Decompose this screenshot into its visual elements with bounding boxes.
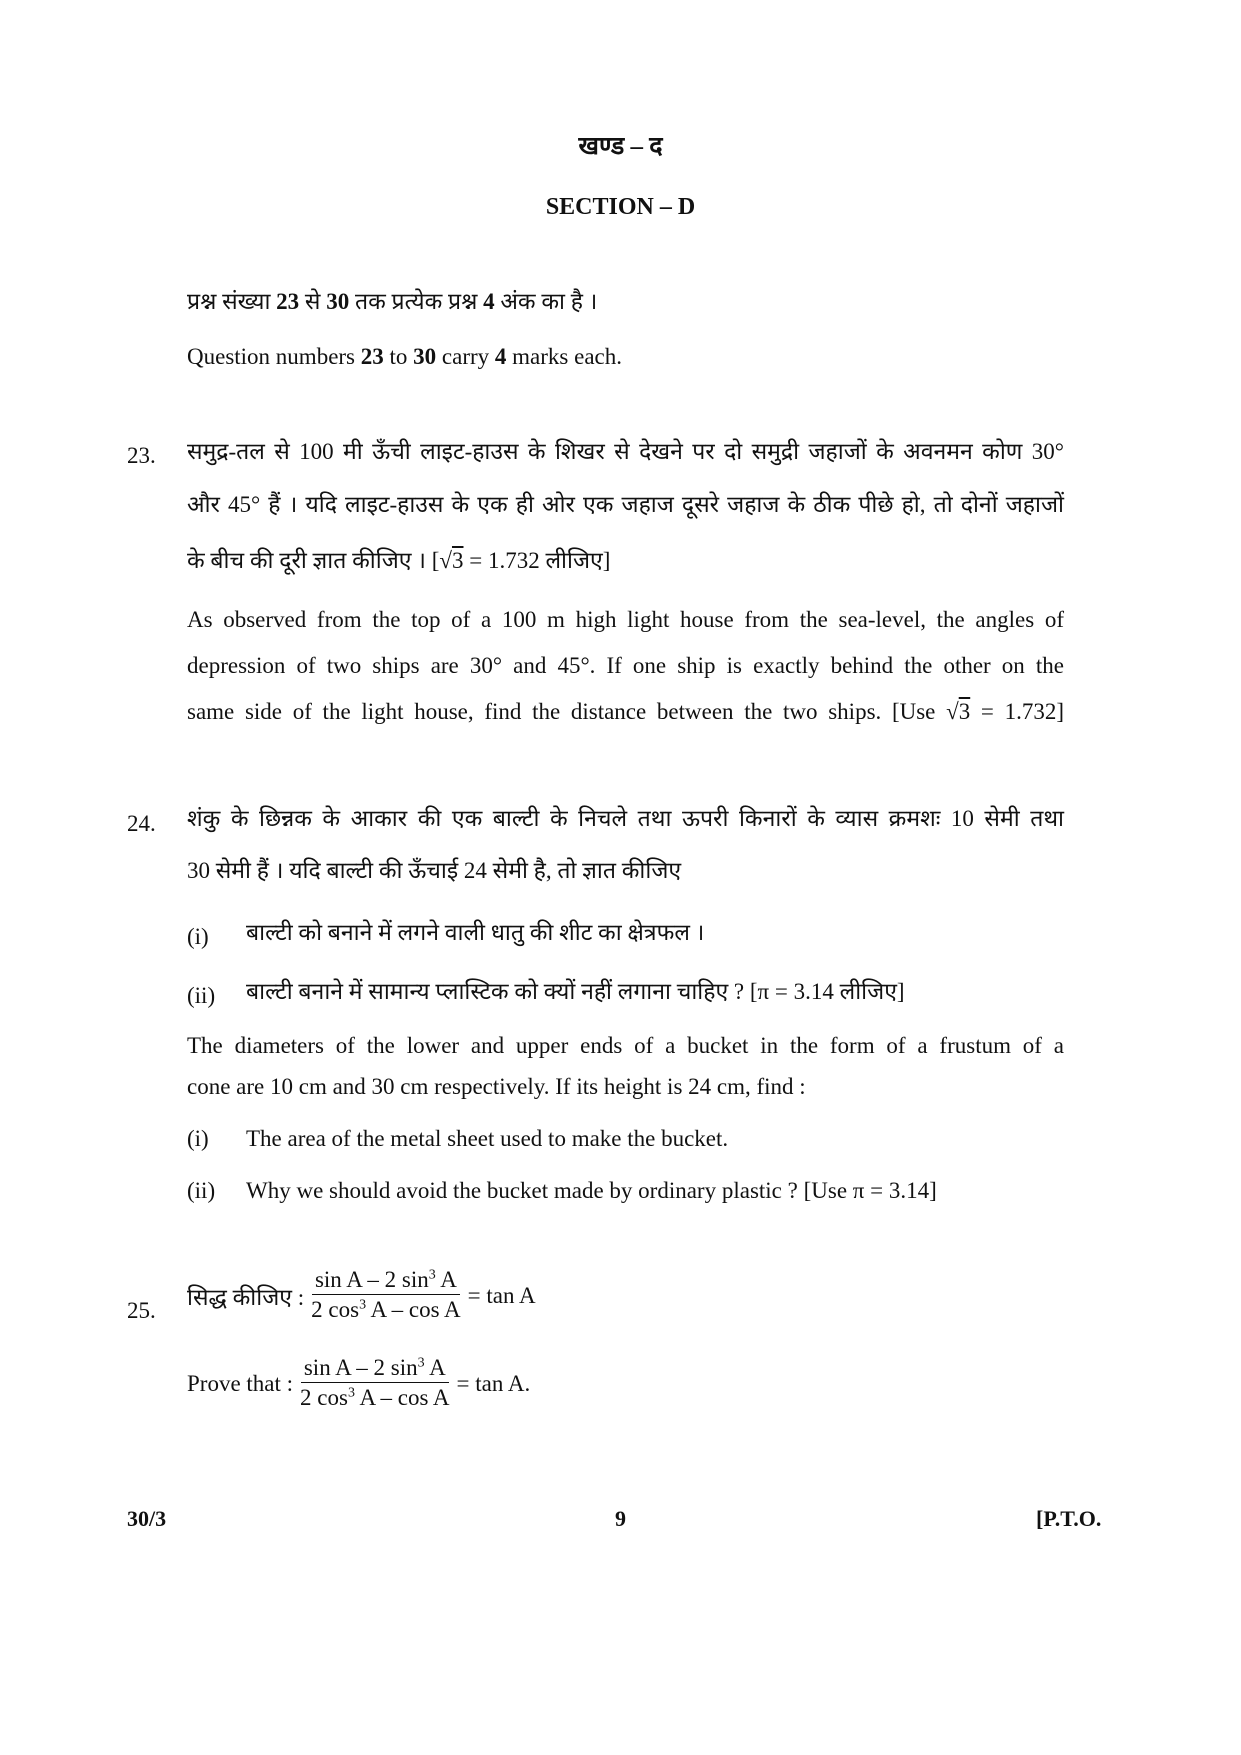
q24-hindi-sub-2-label: (ii) bbox=[187, 983, 216, 1008]
sqrt-symbol: √ bbox=[946, 699, 959, 724]
instr-from: 23 bbox=[360, 344, 384, 369]
fraction-denominator bbox=[308, 1295, 464, 1325]
q24-english-sub-1: The area of the metal sheet used to make the bucket. bbox=[246, 1126, 729, 1151]
den-text: 2 cos bbox=[311, 1297, 360, 1322]
q23-english-line-1: As observed from the top of a 100 m high light house from the sea-level, the angles of bbox=[187, 607, 1064, 632]
fraction-denominator bbox=[297, 1383, 453, 1413]
q23-hindi-line-1: समुद्र-तल से 100 मी ऊँची लाइट-हाउस के शिखर से देखने पर दो समुद्री जहाजों के अवनमन कोण 30° bbox=[187, 439, 1064, 464]
num-text: sin A – 2 sin bbox=[314, 1267, 429, 1292]
den-text: 2 cos bbox=[300, 1385, 348, 1410]
num-text: sin A – 2 sin bbox=[303, 1355, 418, 1380]
q23-english-text: same side of the light house, find the distance between the two ships. [Use bbox=[187, 699, 947, 724]
instr-text: to bbox=[383, 344, 414, 369]
q24-hindi-line-2: 30 सेमी हैं । यदि बाल्टी की ऊँचाई 24 सेमी है, तो ज्ञात कीजिए bbox=[187, 858, 682, 883]
den-text: A – cos A bbox=[366, 1297, 461, 1322]
den-exponent: 3 bbox=[347, 1385, 355, 1401]
instr-text: marks each. bbox=[506, 344, 622, 369]
q24-hindi-sub-1-label: (i) bbox=[187, 924, 209, 949]
q24-hindi-line-1: शंकु के छिन्नक के आकार की एक बाल्टी के निचले तथा ऊपरी किनारों के व्यास क्रमशः 10 सेमी तथा bbox=[187, 806, 1064, 831]
q25-hindi-prefix: सिद्ध कीजिए : bbox=[187, 1284, 305, 1310]
instr-text: अंक का है । bbox=[494, 289, 598, 314]
q24-english-sub-2-label: (ii) bbox=[187, 1178, 216, 1203]
q23-hindi-line-2: और 45° हैं । यदि लाइट-हाउस के एक ही ओर एक जहाज दूसरे जहाज के ठीक पीछे हो, तो दोनों जहाजों bbox=[187, 492, 1064, 517]
instr-text: तक प्रत्येक प्रश्न bbox=[349, 289, 484, 314]
question-25-number: 25. bbox=[127, 1298, 156, 1323]
q24-hindi-sub-1: बाल्टी को बनाने में लगने वाली धातु की शीट का क्षेत्रफल । bbox=[246, 920, 705, 945]
instr-marks: 4 bbox=[483, 289, 495, 314]
fraction-numerator bbox=[312, 1266, 460, 1295]
q25-english-statement bbox=[187, 1354, 530, 1413]
q23-hindi-text: के बीच की दूरी ज्ञात कीजिए । [ bbox=[187, 548, 440, 573]
q24-english-line-1: The diameters of the lower and upper ends of a bucket in the form of a frustum of a bbox=[187, 1033, 1064, 1058]
den-exponent: 3 bbox=[359, 1297, 367, 1313]
instr-to: 30 bbox=[413, 344, 437, 369]
sqrt-radicand: 3 bbox=[451, 548, 464, 573]
instr-text: Question numbers bbox=[187, 344, 361, 369]
q23-hindi-line-3 bbox=[187, 546, 610, 576]
q24-english-sub-2: Why we should avoid the bucket made by ordinary plastic ? [Use π = 3.14] bbox=[246, 1178, 937, 1203]
q24-hindi-sub-2: बाल्टी बनाने में सामान्य प्लास्टिक को क्यों नहीं लगाना चाहिए ? [π = 3.14 लीजिए] bbox=[246, 979, 905, 1004]
q24-english-sub-1-label: (i) bbox=[187, 1126, 209, 1151]
instructions-hindi bbox=[187, 287, 597, 317]
question-23-number: 23. bbox=[127, 443, 156, 468]
paper-code: 30/3 bbox=[127, 1506, 167, 1531]
pto-label: [P.T.O. bbox=[1036, 1506, 1102, 1531]
fraction-numerator bbox=[301, 1354, 449, 1383]
q25-hindi-statement bbox=[187, 1266, 536, 1325]
den-text: A – cos A bbox=[354, 1385, 450, 1410]
q25-hindi-rhs: = tan A bbox=[467, 1282, 536, 1308]
instr-to: 30 bbox=[326, 289, 350, 314]
q24-english-line-2: cone are 10 cm and 30 cm respectively. If its height is 24 cm, find : bbox=[187, 1074, 806, 1099]
num-exponent: 3 bbox=[417, 1355, 425, 1371]
instr-text: से bbox=[299, 289, 327, 314]
q23-english-line-3 bbox=[187, 699, 1064, 725]
instr-text: carry bbox=[436, 344, 495, 369]
instr-text: प्रश्न संख्या bbox=[187, 289, 277, 314]
sqrt-symbol: √ bbox=[439, 548, 452, 573]
sqrt-radicand: 3 bbox=[958, 699, 971, 724]
num-text: A bbox=[435, 1267, 457, 1292]
q25-fraction bbox=[297, 1354, 453, 1413]
instr-marks: 4 bbox=[494, 344, 507, 369]
q25-english-prefix: Prove that : bbox=[187, 1370, 294, 1396]
section-title-english: SECTION – D bbox=[545, 194, 696, 220]
instr-from: 23 bbox=[276, 289, 300, 314]
q25-fraction bbox=[308, 1266, 464, 1325]
num-exponent: 3 bbox=[428, 1267, 436, 1283]
instructions-english bbox=[187, 342, 622, 372]
question-24-number: 24. bbox=[127, 811, 156, 836]
q25-english-rhs: = tan A. bbox=[456, 1370, 531, 1396]
q23-hindi-text: = 1.732 लीजिए] bbox=[463, 548, 611, 573]
q23-english-text: = 1.732] bbox=[970, 699, 1064, 724]
section-title-hindi: खण्ड – द bbox=[578, 133, 663, 160]
q23-english-line-2: depression of two ships are 30° and 45°. If one ship is exactly behind the other on the bbox=[187, 653, 1064, 678]
page-number: 9 bbox=[615, 1506, 626, 1531]
num-text: A bbox=[424, 1355, 446, 1380]
